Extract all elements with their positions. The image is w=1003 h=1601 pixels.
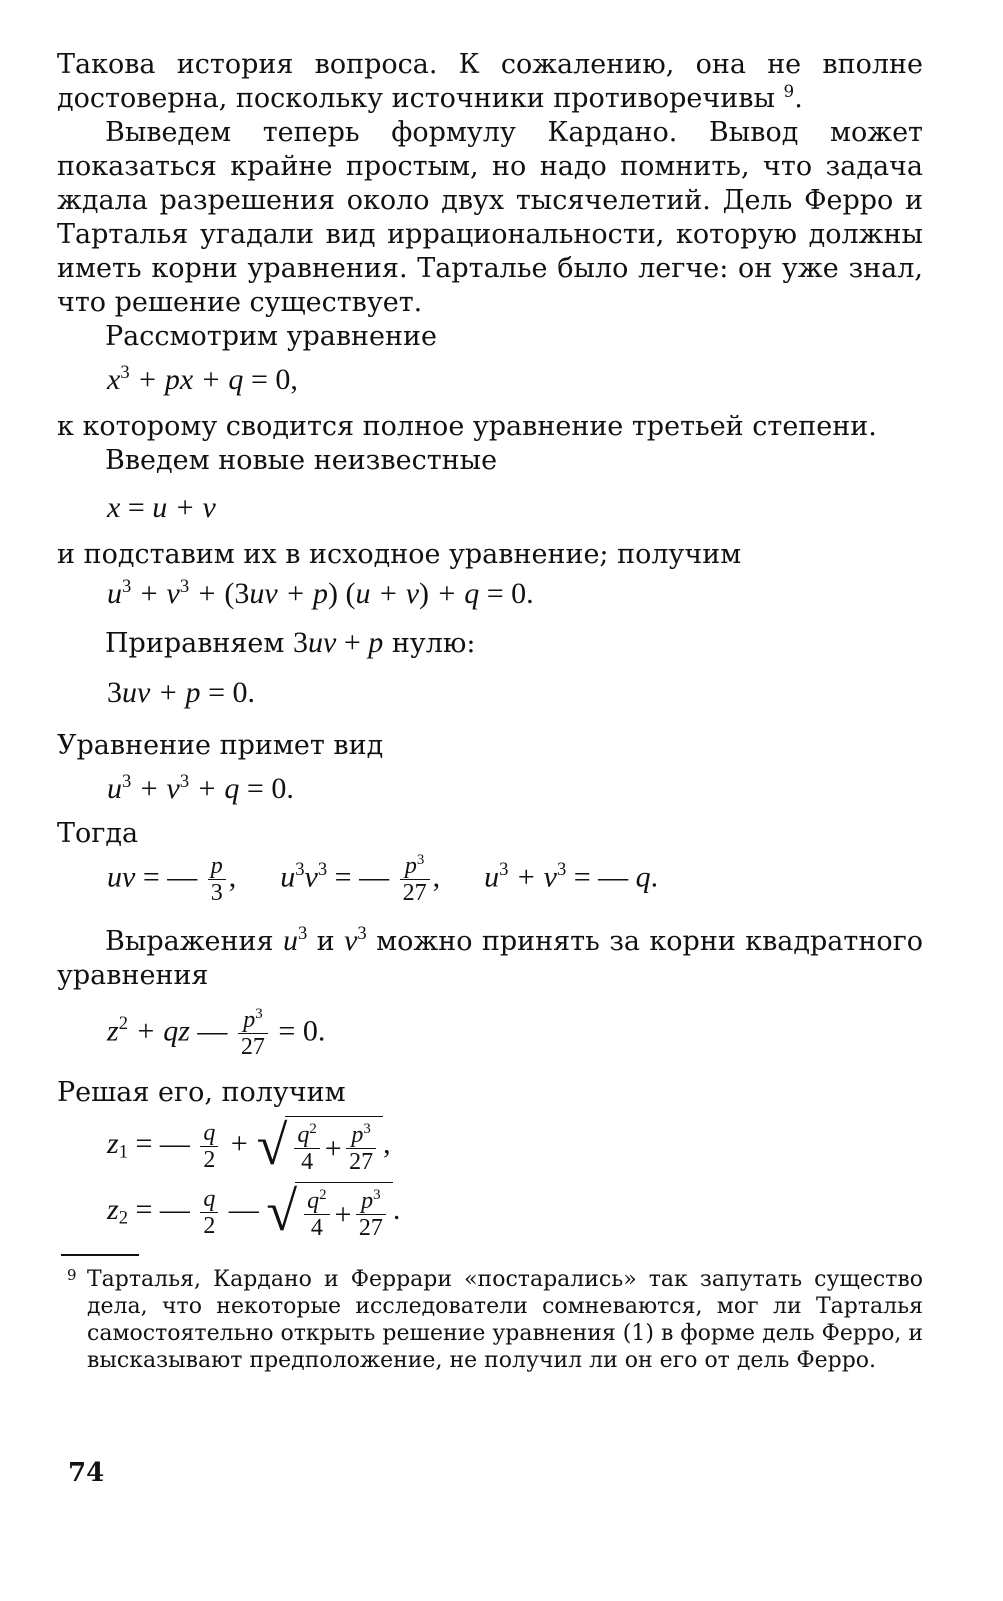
equation-root-z2: $z_2$ = — $\frac{q}{2}$ — √ $\frac{q^2}{4}$ + $\frac{p^3}{27}$ . bbox=[107, 1181, 401, 1243]
footnote-mark: 9 bbox=[67, 1266, 77, 1284]
equation-substitution: x = u + v bbox=[107, 491, 216, 524]
paragraph-history-end: . bbox=[794, 83, 803, 114]
text-set-zero-a: Приравняем bbox=[105, 628, 285, 659]
text-new-unknowns: Введем новые неизвестные bbox=[105, 445, 498, 476]
footnote bbox=[57, 1266, 923, 1374]
text-set-zero-b: нулю: bbox=[391, 628, 476, 659]
footnote-text: Тарталья, Кардано и Феррари «постарались» так запутать существо дела, что некоторые исследователи сомневаются, мог ли Тарталья самостоятельно открыть решение уравнения (1) в форме дель Ферро, и высказывают предположение, не получил ли он его от дель Ферро. bbox=[87, 1267, 923, 1373]
text-expressions: Выражения $u^3$ и $v^3$ можно принять за корни квадратного уравнения bbox=[57, 922, 923, 991]
equation-cubic: $x^3$ + px + q = 0, bbox=[107, 361, 298, 396]
paragraph-history bbox=[57, 48, 923, 116]
equation-expanded: $u^3 + v^3 + (3uv + p) (u + v) + q = 0$. bbox=[107, 575, 534, 610]
text-then: Тогда bbox=[57, 818, 139, 849]
equation-quadratic: $z^2$ + qz — $\frac{p^3}{27}$ = 0. bbox=[107, 1006, 326, 1060]
text-consider: Рассмотрим уравнение bbox=[105, 321, 437, 352]
paragraph-cardano-derivation: Выведем теперь формулу Кардано. Вывод может показаться крайне простым, но надо помнить, что задача ждала разрешения около двух тысячелетий. Дель Ферро и Тарталья угадали вид иррациональности, которую должны иметь корни уравнения. Тарталье было легче: он уже знал, что решение существует. bbox=[57, 117, 923, 318]
text-set-zero: Приравняем 3uv + p нулю: bbox=[105, 626, 476, 659]
text-reduces: к которому сводится полное уравнение третьей степени. bbox=[57, 411, 877, 442]
equation-reduced: $u^3 + v^3 + q = 0$. bbox=[107, 770, 294, 805]
text-expressions-a: Выражения bbox=[105, 926, 274, 957]
paragraph-history-text: Такова история вопроса. К сожалению, она не вполне достоверна, поскольку источники противоречивы bbox=[57, 49, 923, 114]
text-expressions-b: можно принять за корни квадратного уравнения bbox=[57, 926, 923, 991]
text-takes-form: Уравнение примет вид bbox=[57, 730, 384, 761]
equation-root-z1: $z_1$ = — $\frac{q}{2}$ + √ $\frac{q^2}{4}$ + $\frac{p^3}{27}$ , bbox=[107, 1115, 391, 1177]
page-number: 74 bbox=[68, 1458, 105, 1488]
equation-condition: 3uv + p = 0. bbox=[107, 676, 255, 709]
text-expressions-and: и bbox=[316, 926, 335, 957]
footnote-reference: 9 bbox=[783, 80, 795, 101]
footnote-separator bbox=[61, 1254, 139, 1256]
text-substitute: и подставим их в исходное уравнение; получим bbox=[57, 539, 742, 570]
page-body bbox=[57, 48, 923, 1374]
equation-relations: uv = — $\frac{p}{3}$ , $u^3v^3$ = — $\frac{p^3}{27}$ , $u^3 + v^3$ = — q. bbox=[107, 852, 659, 906]
text-solving: Решая его, получим bbox=[57, 1077, 346, 1108]
